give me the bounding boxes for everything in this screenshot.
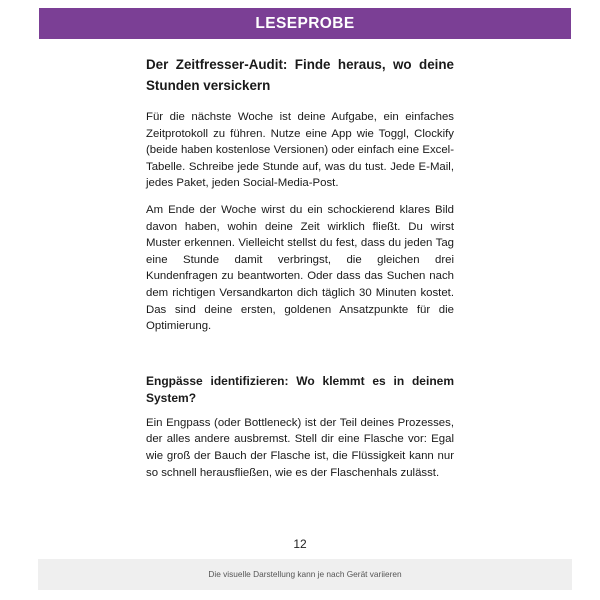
banner-label: LESEPROBE bbox=[255, 15, 355, 32]
device-disclaimer-footer bbox=[38, 559, 572, 590]
section-heading-engpaesse: Engpässe identifizieren: Wo klemmt es in deinem System? bbox=[146, 373, 454, 405]
leseprobe-banner bbox=[39, 8, 571, 39]
page-content bbox=[146, 54, 454, 481]
device-disclaimer-text: Die visuelle Darstellung kann je nach Gerät variieren bbox=[208, 569, 402, 579]
section-heading-zeitfresser-audit: Der Zeitfresser-Audit: Finde heraus, wo deine Stunden versickern bbox=[146, 57, 454, 93]
paragraph-engpass-flasche: Ein Engpass (oder Bottleneck) ist der Teil deines Prozesses, der alles andere ausbremst. Stell dir eine Flasche vor: Egal wie groß der Bauch der Flasche ist, die Flüssigkeit kann nur so schnell herausfließen, wie es der Flaschenhals zulässt. bbox=[146, 416, 454, 479]
paragraph-zeitprotokoll: Für die nächste Woche ist deine Aufgabe, ein einfaches Zeitprotokoll zu führen. Nutze eine App wie Toggl, Clockify (beide haben kostenlose Versionen) oder einfach eine Excel-Tabelle. Schreibe jede Stunde auf, was du tust. Jede E-Mail, jedes Paket, jeden Social-Media-Post. bbox=[146, 111, 454, 190]
paragraph-wochenende-muster: Am Ende der Woche wirst du ein schockierend klares Bild davon haben, wohin deine Zeit wirklich fließt. Du wirst Muster erkennen. Vielleicht stellst du fest, dass du jeden Tag eine Stunde damit verbringst, die gleichen drei Kundenfragen zu beantworten. Oder dass das Suchen nach dem richtigen Versandkarton dich täglich 30 Minuten kostet. Das sind deine ersten, goldenen Ansatzpunkte für die Optimierung. bbox=[146, 203, 454, 333]
page-number: 12 bbox=[293, 537, 307, 551]
